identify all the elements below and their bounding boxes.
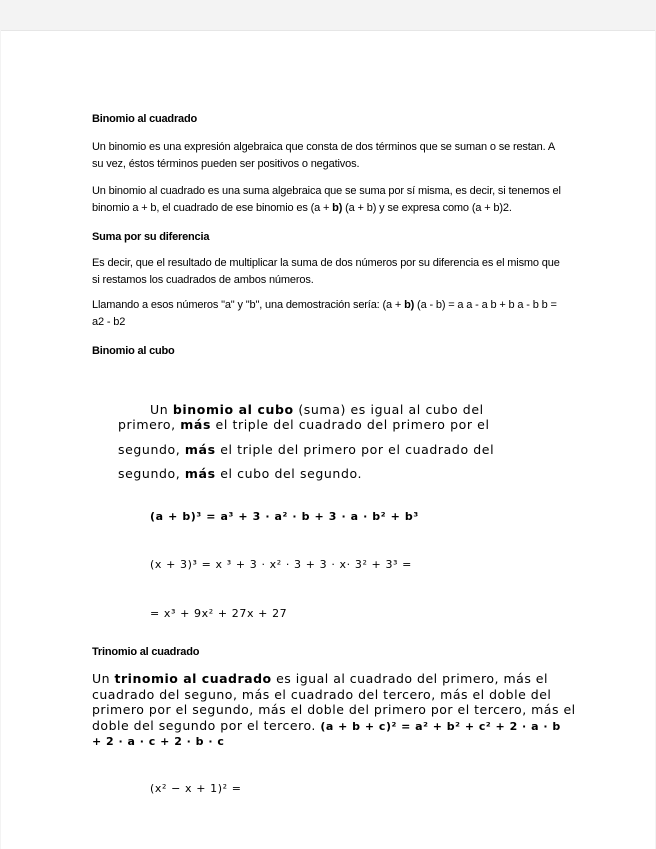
heading-trinomio-cuadrado: Trinomio al cuadrado <box>92 646 200 658</box>
text-run: Llamando a esos números "a" y "b", una demostración sería: (a + <box>92 299 405 311</box>
paragraph-line: primero por el segundo, más el doble del primero por el tercero, más el <box>92 702 576 717</box>
text-run: segundo, <box>118 466 185 481</box>
paragraph-line <box>92 297 557 314</box>
paragraph-line: Es decir, que el resultado de multiplicar la suma de dos números por su diferencia es el mismo que <box>92 257 560 269</box>
text-run: (a + b) y se expresa como <box>342 202 472 214</box>
paragraph-line: + 2 · a · c + 2 · b · c <box>92 735 225 748</box>
bold-run: b) <box>404 299 415 311</box>
text-run: segundo, <box>118 442 185 457</box>
paragraph-line <box>118 464 578 484</box>
paragraph-line <box>118 415 578 435</box>
paragraph-line <box>92 671 582 687</box>
bold-run: (a + b + c)² = a² + b² + c² + 2 · a · b <box>320 719 561 733</box>
bold-run: b) <box>332 202 343 214</box>
formula-trinomio-example: (x² − x + 1)² = <box>150 782 242 795</box>
paragraph-line: Un binomio al cuadrado es una suma algebraica que se suma por sí misma, es decir, si tenemos el <box>92 185 561 197</box>
text-run: primero, <box>118 417 181 432</box>
text-run: es igual al cuadrado del primero, más el <box>271 671 548 686</box>
formula-binomio-cubo: (a + b)³ = a³ + 3 · a² · b + 3 · a · b² + b³ <box>150 510 419 523</box>
text-run: (a - b) = a a - a b + b a - b b = <box>414 299 557 311</box>
paragraph-demostracion <box>92 297 557 331</box>
text-run: (a + b)2. <box>471 202 512 214</box>
text-run: el triple del cuadrado del primero por el <box>210 417 490 432</box>
paragraph-suma-diferencia <box>92 255 560 289</box>
text-run: doble del segundo por el tercero. <box>92 717 321 733</box>
heading-binomio-cubo: Binomio al cubo <box>92 345 175 357</box>
text-run: Un <box>150 402 173 417</box>
paragraph-line <box>118 440 578 460</box>
bold-run: más <box>184 442 216 457</box>
paragraph-line: si restamos los cuadrados de ambos números. <box>92 274 314 286</box>
paragraph-line <box>92 718 582 735</box>
heading-binomio-cuadrado: Binomio al cuadrado <box>92 113 197 125</box>
text-run: Un <box>92 671 115 686</box>
paragraph-binomio-cuadrado <box>92 183 561 217</box>
paragraph-trinomio <box>92 671 582 750</box>
paragraph-line: Un binomio es una expresión algebraica que consta de dos términos que se suman o se restan. A <box>92 141 556 153</box>
paragraph-line: cuadrado del seguno, más el cuadrado del tercero, más el doble del <box>92 686 552 702</box>
bold-run: más <box>184 466 216 481</box>
text-run: binomio a + b, el cuadrado de ese binomio es <box>92 202 311 214</box>
paragraph-line <box>92 200 561 217</box>
formula-example-result: = x³ + 9x² + 27x + 27 <box>150 607 288 620</box>
paragraph-binomio-cubo <box>118 400 578 484</box>
text-run: el cubo del segundo. <box>215 466 363 481</box>
bold-run: más <box>180 417 211 432</box>
text-run: (a + <box>310 202 333 214</box>
paragraph-line: a2 - b2 <box>92 316 126 328</box>
document-page <box>1 30 655 849</box>
bold-run: trinomio al cuadrado <box>114 671 272 686</box>
text-run: (suma) es igual al cubo del <box>293 402 484 417</box>
heading-suma-diferencia: Suma por su diferencia <box>92 231 210 243</box>
text-run: el triple del primero por el cuadrado del <box>215 442 495 457</box>
formula-example-expansion: (x + 3)³ = x ³ + 3 · x² · 3 + 3 · x· 3² + 3³ = <box>150 558 412 571</box>
bold-run: binomio al cubo <box>172 402 294 417</box>
paragraph-line: su vez, éstos términos pueden ser positivos o negativos. <box>92 158 360 170</box>
paragraph-binomio-definition <box>92 139 555 173</box>
